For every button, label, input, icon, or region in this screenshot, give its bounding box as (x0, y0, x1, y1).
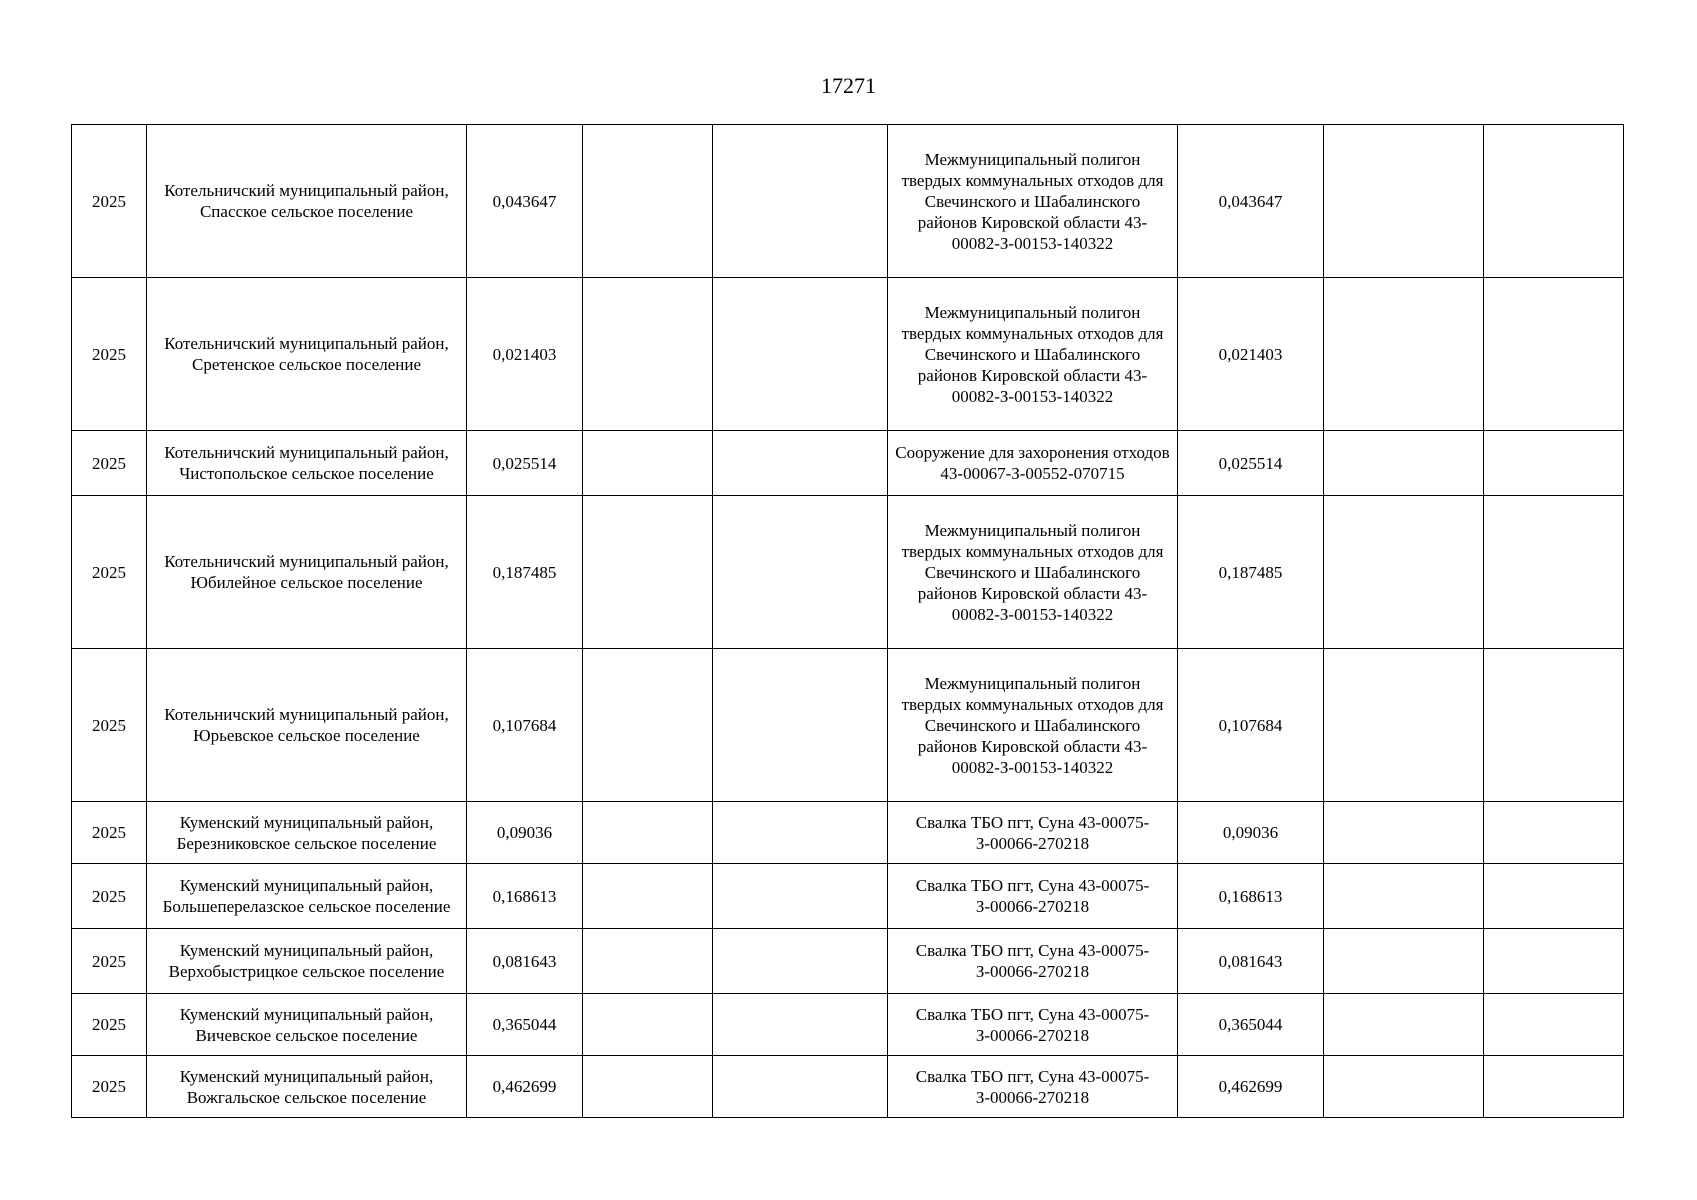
facility-volume-cell: 0,187485 (1178, 496, 1324, 649)
volume-cell: 0,365044 (467, 994, 583, 1056)
empty-cell (713, 1056, 888, 1118)
territory-cell: Куменский муниципальный район, Большеперелазское сельское поселение (147, 864, 467, 929)
empty-cell (583, 125, 713, 278)
year-cell: 2025 (72, 278, 147, 431)
table-row (72, 496, 1624, 649)
facility-volume-cell: 0,081643 (1178, 929, 1324, 994)
waste-flow-table (71, 124, 1624, 1118)
empty-cell (1484, 278, 1624, 431)
volume-cell: 0,021403 (467, 278, 583, 431)
empty-cell (1324, 802, 1484, 864)
empty-cell (1324, 496, 1484, 649)
empty-cell (1324, 994, 1484, 1056)
volume-cell: 0,025514 (467, 431, 583, 496)
table-row (72, 994, 1624, 1056)
facility-volume-cell: 0,021403 (1178, 278, 1324, 431)
facility-volume-cell: 0,025514 (1178, 431, 1324, 496)
territory-cell: Куменский муниципальный район, Березниковское сельское поселение (147, 802, 467, 864)
territory-cell: Котельничский муниципальный район, Юбилейное сельское поселение (147, 496, 467, 649)
table-row (72, 929, 1624, 994)
empty-cell (583, 1056, 713, 1118)
empty-cell (1324, 1056, 1484, 1118)
territory-cell: Котельничский муниципальный район, Чистопольское сельское поселение (147, 431, 467, 496)
territory-cell: Куменский муниципальный район, Вичевское сельское поселение (147, 994, 467, 1056)
volume-cell: 0,187485 (467, 496, 583, 649)
empty-cell (583, 431, 713, 496)
facility-volume-cell: 0,168613 (1178, 864, 1324, 929)
empty-cell (1324, 929, 1484, 994)
facility-volume-cell: 0,09036 (1178, 802, 1324, 864)
empty-cell (1324, 278, 1484, 431)
empty-cell (713, 929, 888, 994)
table-row (72, 802, 1624, 864)
volume-cell: 0,09036 (467, 802, 583, 864)
facility-volume-cell: 0,365044 (1178, 994, 1324, 1056)
facility-cell: Межмуниципальный полигон твердых коммунальных отходов для Свечинского и Шабалинского районов Кировской области 43-00082-З-00153-140322 (888, 278, 1178, 431)
year-cell: 2025 (72, 802, 147, 864)
empty-cell (1484, 1056, 1624, 1118)
table-row (72, 864, 1624, 929)
empty-cell (1484, 864, 1624, 929)
empty-cell (713, 431, 888, 496)
year-cell: 2025 (72, 496, 147, 649)
empty-cell (583, 994, 713, 1056)
empty-cell (583, 278, 713, 431)
empty-cell (1484, 802, 1624, 864)
territory-cell: Котельничский муниципальный район, Спасское сельское поселение (147, 125, 467, 278)
table-row (72, 125, 1624, 278)
empty-cell (1324, 864, 1484, 929)
empty-cell (713, 864, 888, 929)
empty-cell (1324, 125, 1484, 278)
empty-cell (1484, 125, 1624, 278)
empty-cell (583, 802, 713, 864)
empty-cell (583, 929, 713, 994)
empty-cell (1484, 994, 1624, 1056)
page-number: 17271 (821, 73, 876, 98)
empty-cell (1484, 496, 1624, 649)
volume-cell: 0,081643 (467, 929, 583, 994)
facility-cell: Свалка ТБО пгт, Суна 43-00075-З-00066-270218 (888, 802, 1178, 864)
empty-cell (713, 802, 888, 864)
table-row (72, 649, 1624, 802)
table-row (72, 431, 1624, 496)
facility-cell: Свалка ТБО пгт, Суна 43-00075-З-00066-270218 (888, 994, 1178, 1056)
year-cell: 2025 (72, 125, 147, 278)
facility-cell: Свалка ТБО пгт, Суна 43-00075-З-00066-270218 (888, 929, 1178, 994)
year-cell: 2025 (72, 649, 147, 802)
year-cell: 2025 (72, 864, 147, 929)
year-cell: 2025 (72, 994, 147, 1056)
empty-cell (1484, 431, 1624, 496)
empty-cell (1484, 649, 1624, 802)
facility-cell: Свалка ТБО пгт, Суна 43-00075-З-00066-270218 (888, 864, 1178, 929)
volume-cell: 0,168613 (467, 864, 583, 929)
empty-cell (713, 994, 888, 1056)
facility-cell: Межмуниципальный полигон твердых коммунальных отходов для Свечинского и Шабалинского районов Кировской области 43-00082-З-00153-140322 (888, 649, 1178, 802)
empty-cell (713, 278, 888, 431)
year-cell: 2025 (72, 929, 147, 994)
territory-cell: Котельничский муниципальный район, Юрьевское сельское поселение (147, 649, 467, 802)
facility-cell: Межмуниципальный полигон твердых коммунальных отходов для Свечинского и Шабалинского районов Кировской области 43-00082-З-00153-140322 (888, 496, 1178, 649)
empty-cell (713, 649, 888, 802)
year-cell: 2025 (72, 1056, 147, 1118)
empty-cell (713, 496, 888, 649)
territory-cell: Куменский муниципальный район, Верхобыстрицкое сельское поселение (147, 929, 467, 994)
territory-cell: Куменский муниципальный район, Вожгальское сельское поселение (147, 1056, 467, 1118)
facility-cell: Межмуниципальный полигон твердых коммунальных отходов для Свечинского и Шабалинского районов Кировской области 43-00082-З-00153-140322 (888, 125, 1178, 278)
empty-cell (1484, 929, 1624, 994)
facility-volume-cell: 0,462699 (1178, 1056, 1324, 1118)
table-row (72, 1056, 1624, 1118)
facility-cell: Сооружение для захоронения отходов 43-00067-З-00552-070715 (888, 431, 1178, 496)
facility-volume-cell: 0,043647 (1178, 125, 1324, 278)
facility-cell: Свалка ТБО пгт, Суна 43-00075-З-00066-270218 (888, 1056, 1178, 1118)
empty-cell (1324, 649, 1484, 802)
facility-volume-cell: 0,107684 (1178, 649, 1324, 802)
empty-cell (1324, 431, 1484, 496)
volume-cell: 0,043647 (467, 125, 583, 278)
table-row (72, 278, 1624, 431)
volume-cell: 0,462699 (467, 1056, 583, 1118)
territory-cell: Котельничский муниципальный район, Сретенское сельское поселение (147, 278, 467, 431)
empty-cell (583, 496, 713, 649)
volume-cell: 0,107684 (467, 649, 583, 802)
empty-cell (713, 125, 888, 278)
empty-cell (583, 649, 713, 802)
year-cell: 2025 (72, 431, 147, 496)
empty-cell (583, 864, 713, 929)
